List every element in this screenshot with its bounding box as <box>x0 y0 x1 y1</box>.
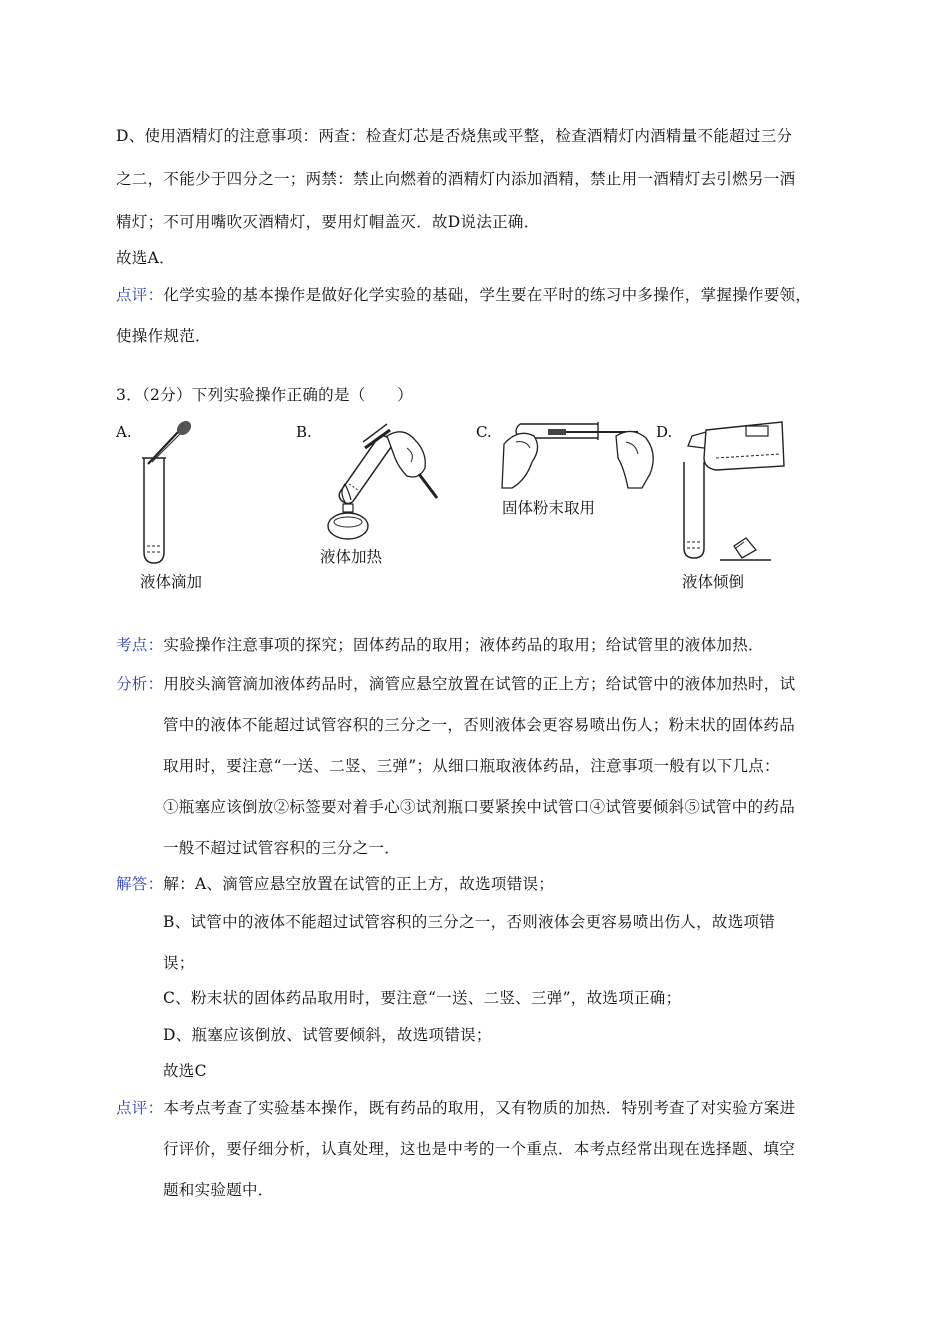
option-d-letter: D. <box>656 423 673 441</box>
heating-test-tube-figure <box>315 418 445 543</box>
question-stem: 3．（2分）下列实验操作正确的是（ ） <box>116 386 413 404</box>
jieda-line-1 <box>116 872 554 894</box>
dianping-line-3: 题和实验题中． <box>163 1181 274 1199</box>
jieda-line-3: 误； <box>163 954 195 972</box>
prev-comment-label: 点评： <box>116 286 164 304</box>
prev-comment-line-2: 使操作规范． <box>116 327 211 345</box>
jieda-line-4: C、粉末状的固体药品取用时，要注意“一送、二竖、三弹”，故选项正确； <box>163 989 682 1007</box>
fenxi-label: 分析： <box>116 675 164 693</box>
fenxi-line-2: 管中的液体不能超过试管容积的三分之一，否则液体会更容易喷出伤人；粉末状的固体药品 <box>163 716 796 734</box>
pouring-bottle-figure <box>676 418 791 563</box>
option-a-caption: 液体滴加 <box>140 573 203 591</box>
dianping-line-1 <box>116 1096 795 1118</box>
prev-d-line-2: 之二，不能少于四分之一；两禁：禁止向燃着的酒精灯内添加酒精，禁止用一酒精灯去引燃另一酒 <box>116 170 796 188</box>
prev-d-line-3: 精灯；不可用嘴吹灭酒精灯，要用灯帽盖灭．故D说法正确． <box>116 213 540 231</box>
prev-d-line-1: D、使用酒精灯的注意事项：两查：检查灯芯是否烧焦或平整，检查酒精灯内酒精量不能超过三分 <box>116 127 793 145</box>
option-a-letter: A. <box>116 423 132 441</box>
fenxi-line-1 <box>116 672 795 694</box>
option-b-caption: 液体加热 <box>320 548 383 566</box>
fenxi-text-1: 用胶头滴管滴加液体药品时，滴管应悬空放置在试管的正上方；给试管中的液体加热时，试 <box>163 675 796 693</box>
kaodian-label: 考点： <box>116 636 164 654</box>
jieda-label: 解答： <box>116 875 164 893</box>
dianping-label: 点评： <box>116 1099 164 1117</box>
option-c-letter: C. <box>476 423 492 441</box>
prev-comment-line-1 <box>116 283 811 305</box>
fenxi-line-4: ①瓶塞应该倒放②标签要对着手心③试剂瓶口要紧挨中试管口④试管要倾斜⑤试管中的药品 <box>163 798 796 816</box>
option-c-caption: 固体粉末取用 <box>502 499 596 517</box>
jieda-line-5: D、瓶塞应该倒放、试管要倾斜，故选项错误； <box>163 1026 492 1044</box>
fenxi-line-3: 取用时，要注意“一送、二竖、三弹”；从细口瓶取液体药品，注意事项一般有以下几点： <box>163 757 780 775</box>
option-d-caption: 液体倾倒 <box>682 573 745 591</box>
dianping-line-2: 行评价，要仔细分析，认真处理，这也是中考的一个重点．本考点经常出现在选择题、填空 <box>163 1140 796 1158</box>
kaodian-line <box>116 633 764 655</box>
dianping-text-1: 本考点考查了实验基本操作，既有药品的取用，又有物质的加热．特别考查了对实验方案进 <box>163 1099 796 1117</box>
dropper-test-tube-figure <box>130 418 220 568</box>
option-b-letter: B. <box>296 423 312 441</box>
jieda-line-6: 故选C <box>163 1062 207 1080</box>
prev-comment-text-1: 化学实验的基本操作是做好化学实验的基础，学生要在平时的练习中多操作，掌握操作要领， <box>163 286 812 304</box>
kaodian-text: 实验操作注意事项的探究；固体药品的取用；液体药品的取用；给试管里的液体加热． <box>163 636 764 654</box>
jieda-text-1: 解：A、滴管应悬空放置在试管的正上方，故选项错误； <box>163 875 555 893</box>
powder-test-tube-figure <box>498 418 663 493</box>
prev-answer: 故选A． <box>116 249 175 267</box>
jieda-line-2: B、试管中的液体不能超过试管容积的三分之一，否则液体会更容易喷出伤人，故选项错 <box>163 913 776 931</box>
fenxi-line-5: 一般不超过试管容积的三分之一． <box>163 839 401 857</box>
